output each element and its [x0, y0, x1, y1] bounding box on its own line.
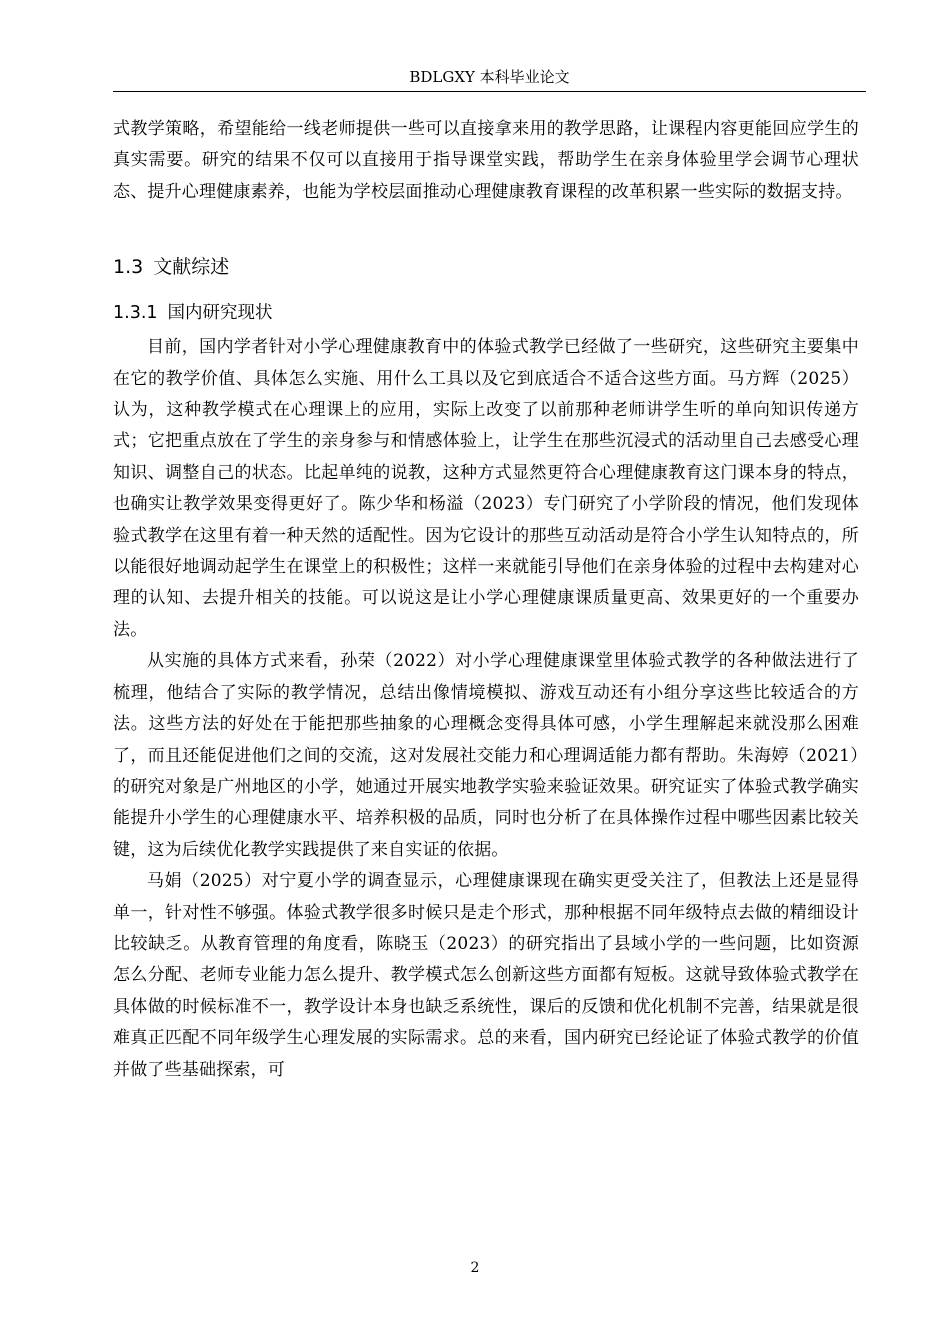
page-header: [113, 66, 866, 92]
section-number: 1.3: [113, 256, 144, 279]
section-heading: [113, 254, 859, 280]
subsection-number: 1.3.1: [113, 303, 158, 324]
subsection-heading: [113, 301, 859, 325]
body-paragraph-3: 马娟（2025）对宁夏小学的调查显示，心理健康课现在确实更受关注了，但教法上还是显得单一，针对性不够强。体验式教学很多时候只是走个形式，那种根据不同年级特点去做的精细设计比较缺乏。从教育管理的角度看，陈晓玉（2023）的研究指出了县域小学的一些问题，比如资源怎么分配、老师专业能力怎么提升、教学模式怎么创新这些方面都有短板。这就导致体验式教学在具体做的时候标准不一，教学设计本身也缺乏系统性，课后的反馈和优化机制不完善，结果就是很难真正匹配不同年级学生心理发展的实际需求。总的来看，国内研究已经论证了体验式教学的价值并做了些基础探索，可: [113, 871, 859, 1080]
intro-paragraph: 式教学策略，希望能给一线老师提供一些可以直接拿来用的教学思路，让课程内容更能回应学生的真实需要。研究的结果不仅可以直接用于指导课堂实践，帮助学生在亲身体验里学会调节心理状态、提升心理健康素养，也能为学校层面推动心理健康教育课程的改革积累一些实际的数据支持。: [113, 119, 859, 202]
body-paragraph-2: 从实施的具体方式来看，孙荣（2022）对小学心理健康课堂里体验式教学的各种做法进行了梳理，他结合了实际的教学情况，总结出像情境模拟、游戏互动还有小组分享这些比较适合的方法。这些方法的好处在于能把那些抽象的心理概念变得具体可感，小学生理解起来就没那么困难了，而且还能促进他们之间的交流，这对发展社交能力和心理调适能力都有帮助。朱海婷（2021）的研究对象是广州地区的小学，她通过开展实地教学实验来验证效果。研究证实了体验式教学确实能提升小学生的心理健康水平、培养积极的品质，同时也分析了在具体操作过程中哪些因素比较关键，这为后续优化教学实践提供了来自实证的依据。: [113, 651, 859, 860]
header-title: BDLGXY 本科毕业论文: [409, 68, 570, 86]
section-title: 文献综述: [153, 256, 230, 279]
page-number: 2: [470, 1260, 480, 1276]
body-paragraph-1: 目前，国内学者针对小学心理健康教育中的体验式教学已经做了一些研究，这些研究主要集中在它的教学价值、具体怎么实施、用什么工具以及它到底适合不适合这些方面。马方辉（2025）认为，这种教学模式在心理课上的应用，实际上改变了以前那种老师讲学生听的单向知识传递方式；它把重点放在了学生的亲身参与和情感体验上，让学生在那些沉浸式的活动里自己去感受心理知识、调整自己的状态。比起单纯的说教，这种方式显然更符合心理健康教育这门课本身的特点，也确实让教学效果变得更好了。陈少华和杨溢（2023）专门研究了小学阶段的情况，他们发现体验式教学在这里有着一种天然的适配性。因为它设计的那些互动活动是符合小学生认知特点的，所以能很好地调动起学生在课堂上的积极性；这样一来就能引导他们在亲身体验的过程中去构建对心理的认知、去提升相关的技能。可以说这是让小学心理健康课质量更高、效果更好的一个重要办法。: [113, 337, 859, 640]
subsection-title: 国内研究现状: [167, 303, 273, 324]
page-body: [113, 114, 859, 1086]
